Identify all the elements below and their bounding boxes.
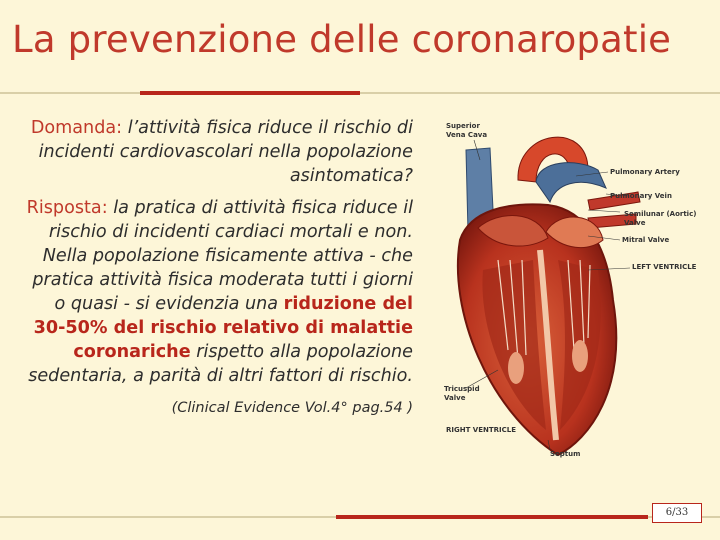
- label-superior-vena-cava-2: Vena Cava: [446, 131, 488, 139]
- title-accent-bar: [140, 91, 360, 95]
- title-divider: [0, 92, 720, 94]
- slide-title: La prevenzione delle coronaropatie: [12, 18, 672, 61]
- label-semilunar-valve-1: Semilunar (Aortic): [624, 210, 697, 218]
- label-right-ventricle: RIGHT VENTRICLE: [446, 426, 517, 434]
- answer-text-1: la pratica di attività fisica riduce il rischio di incidenti cardiaci mortali e non. Nella popolazione fisicamente attiva - che pratica attività fisica moderata tutti i giorni o quasi - si evidenzia una: [32, 198, 413, 314]
- label-pulmonary-vein: Pulmonary Vein: [610, 192, 672, 200]
- label-tricuspid-valve-2: Valve: [444, 394, 466, 402]
- answer-highlight: riduzione del 30-50% del rischio relativo di malattie coronariche: [33, 294, 413, 362]
- question-label: Domanda:: [30, 118, 123, 138]
- label-pulmonary-artery: Pulmonary Artery: [610, 168, 680, 176]
- footer-accent-bar: [336, 515, 648, 519]
- label-superior-vena-cava-1: Superior: [446, 122, 480, 130]
- page-number: 6/33: [652, 503, 702, 523]
- heart-diagram: [438, 110, 700, 470]
- answer-label: Risposta:: [26, 198, 108, 218]
- label-septum: Septum: [550, 450, 581, 458]
- answer-paragraph: [18, 196, 413, 388]
- answer-text-2: rispetto alla popolazione sedentaria, a parità di altri fattori di rischio.: [28, 342, 413, 386]
- question-text: l’attività fisica riduce il rischio di incidenti cardiovascolari nella popolazione asintomatica?: [38, 118, 413, 186]
- heart-illustration: [438, 110, 700, 470]
- label-left-ventricle: LEFT VENTRICLE: [632, 263, 697, 271]
- label-tricuspid-valve-1: Tricuspid: [444, 385, 480, 393]
- question-paragraph: [18, 116, 413, 188]
- citation: (Clinical Evidence Vol.4° pag.54 ): [171, 400, 413, 416]
- label-semilunar-valve-2: Valve: [624, 219, 646, 227]
- content-text: [18, 116, 413, 420]
- label-mitral-valve: Mitral Valve: [622, 236, 670, 244]
